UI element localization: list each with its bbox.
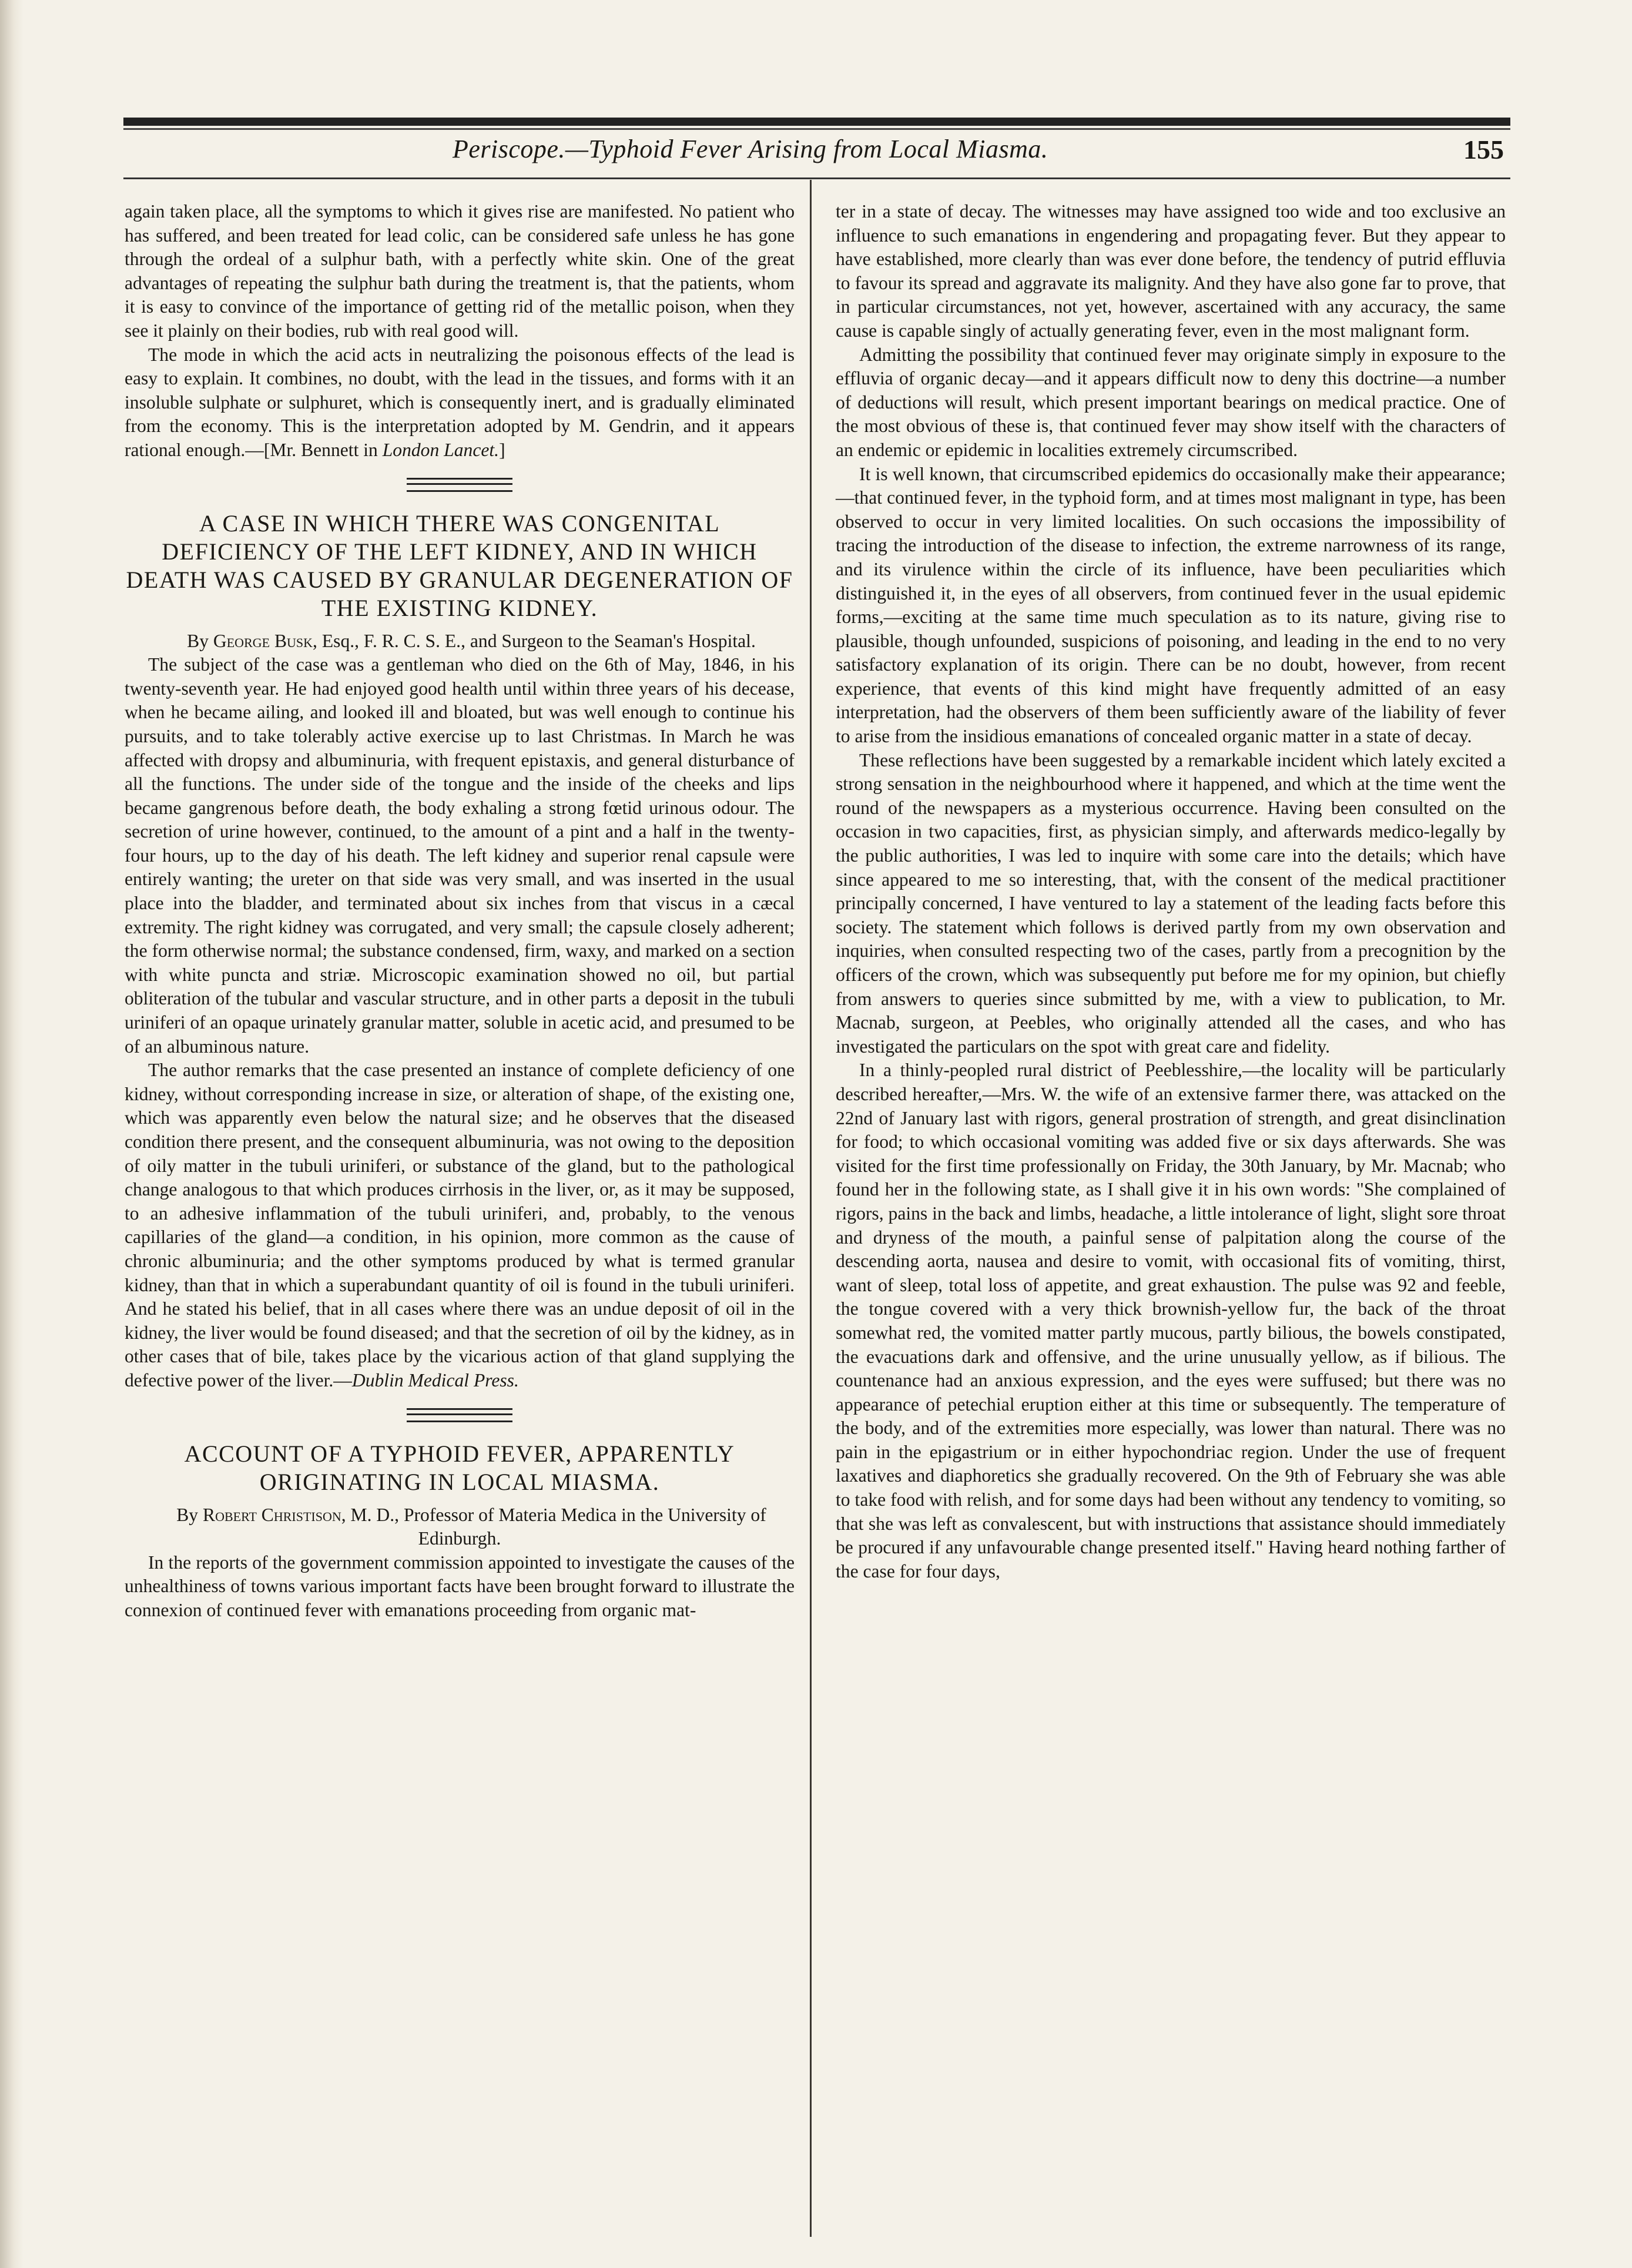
top-rule — [123, 118, 1510, 126]
author-name: George Busk — [213, 630, 313, 651]
paragraph: It is well known, that circumscribed epidemics do occasionally make their appearance;—that continued fever, in the typhoid form, and at times most malignant in type, has been observed to occur in very limited localities. On such occasions the impossibility of tracing the introduction of the disease to infection, the extreme narrowness of its range, and its virulence within the circle of its influence, have been peculiarities which distinguished it, in the eyes of all observers, from continued fever in the usual epidemic forms,—exciting at the same time much speculation as to its nature, giving rise to plausible, though unfounded, suspicions of poisoning, and leading in the end to no very satisfactory explanation of its origin. There can be no doubt, however, from recent experience, that events of this kind might have frequently admitted of an easy interpretation, had the observers of them been sufficiently aware of the liability of fever to arise from the insidious emanations of concealed organic matter in a state of decay. — [836, 463, 1506, 747]
bracket-close: ] — [499, 439, 505, 460]
byline — [125, 1503, 795, 1551]
paragraph — [125, 1058, 795, 1392]
author-name: Robert Christison — [203, 1504, 341, 1525]
paragraph — [125, 343, 795, 463]
running-head: Periscope.—Typhoid Fever Arising from Local Miasma. — [453, 135, 1048, 163]
byline-by: By — [176, 1504, 199, 1525]
binding-shadow — [0, 0, 24, 2268]
author-credentials: , Esq., F. R. C. S. E., and Surgeon to the Seaman's Hospital. — [313, 630, 756, 651]
section-divider — [407, 478, 512, 492]
paragraph: The subject of the case was a gentleman who died on the 6th of May, 1846, in his twenty-seventh year. He had enjoyed good health until within three years of his decease, when he became ailing, and looked ill and bloated, but was well enough to continue his pursuits, and to take tolerably active exercise up to last Christmas. In March he was affected with dropsy and albuminuria, with frequent epistaxis, and general disturbance of all the functions. The under side of the tongue and the inside of the cheeks and lips became gangrenous before death, the body exhaling a strong fœtid urinous odour. The secretion of urine however, continued, to the amount of a pint and a half in the twenty-four hours, up to the day of his death. The left kidney and superior renal capsule were entirely wanting; the ureter on that side was very small, and was inserted in the usual place into the bladder, and terminated about six inches from that viscus in a cæcal extremity. The right kidney was corrugated, and very small; the capsule closely adherent; the form otherwise normal; the substance condensed, firm, waxy, and marked on a section with white puncta and striæ. Microscopic examination showed no oil, but partial obliteration of the tubular and vascular structure, and in other parts a deposit in the tubuli uriniferi of an opaque urinately granular matter, soluble in acetic acid, and presumed to be of an albuminous nature. — [125, 654, 795, 1057]
article-title: A CASE IN WHICH THERE WAS CONGENITAL DEFICIENCY OF THE LEFT KIDNEY, AND IN WHICH DEATH WAS CAUSED BY GRANULAR DEGENERATION OF THE EXISTING KIDNEY. — [126, 510, 793, 621]
top-rule-thin — [123, 128, 1510, 130]
paragraph: In a thinly-peopled rural district of Peeblesshire,—the locality will be particularly described hereafter,—Mrs. W. the wife of an extensive farmer there, was attacked on the 22nd of January last with rigors, general prostration of strength, and great disinclination for food; to which occasional vomiting was added five or six days afterwards. She was visited for the first time professionally on Friday, the 30th January, by Mr. Macnab; who found her in the following state, as I shall give it in his own words: "She complained of rigors, pains in the back and limbs, headache, a little intolerance of light, slight sore throat and dryness of the mouth, a painful sense of palpitation along the course of the descending aorta, nausea and desire to vomit, with occasional fits of vomiting, thirst, want of sleep, total loss of appetite, and great exhaustion. The pulse was 92 and feeble, the tongue covered with a very thick brownish-yellow fur, the back of the throat somewhat red, the vomited matter partly mucous, partly bilious, the bowels constipated, the evacuations dark and offensive, and the urine unusually yellow, as if bilious. The countenance had an anxious expression, and the eyes were suffused; but there was no appearance of petechial eruption either at this time or subsequently. The temperature of the body, and of the extremities more especially, was lower than natural. There was no pain in the epigastrium or in either hypochondriac region. Under the use of frequent laxatives and diaphoretics she gradually recovered. On the 9th of February she was able to take food with relish, and for some days had been without any tendency to vomiting, so that she was left as convalescent, but with instructions that assistance should immediately be procured if any unfavourable change presented itself." Having heard nothing farther of the case for four days, — [836, 1060, 1506, 1582]
paragraph: ter in a state of decay. The witnesses may have assigned too wide and too exclusive an influence to such emanations in engendering and propagating fever. But they appear to have established, more clearly than was ever done before, the tendency of putrid effluvia to favour its spread and aggravate its malignity. And they have also gone far to prove, that in particular circumstances, not yet, however, ascertained with any accuracy, the same cause is capable singly of actually generating fever, even in the most malignant form. — [836, 201, 1506, 341]
right-column — [836, 200, 1506, 1583]
paragraph: again taken place, all the symptoms to which it gives rise are manifested. No patient who has suffered, and been treated for lead colic, can be considered safe unless he has gone through the ordeal of a sulphur bath, with a perfectly white skin. One of the great advantages of repeating the sulphur bath during the treatment is, that the patients, whom it is easy to convince of the importance of getting rid of the metallic poison, when they see it plainly on their bodies, rub with real good will. — [125, 201, 795, 341]
paragraph-text: The author remarks that the case presented an instance of complete deficiency of one kidney, without corresponding increase in size, or alteration of shape, of the existing one, which was apparently even below the natural size; and he observes that the diseased condition there present, and the consequent albuminuria, was not owing to the deposition of oily matter in the tubuli uriniferi, or substance of the gland, but to the pathological change analogous to that which produces cirrhosis in the liver, or, as it may be supposed, to an adhesive inflammation of the tubuli uriniferi, and, probably, to the venous capillaries of the gland—a condition, in his opinion, more common as the cause of chronic albuminuria; and the other symptoms produced by what is termed granular kidney, than that in which a superabundant quantity of oil is found in the tubuli uriniferi. And he stated his belief, that in all cases where there was an undue deposit of oil in the kidney, the liver would be found diseased; and that the secretion of oil by the kidney, as in other cases that of bile, takes place by the vicarious action of that gland supplying the defective power of the liver.— — [125, 1060, 795, 1391]
byline-by: By — [187, 630, 209, 651]
author-credentials: , M. D., Professor of Materia Medica in the University of Edinburgh. — [341, 1504, 766, 1549]
article-title: ACCOUNT OF A TYPHOID FEVER, APPARENTLY ORIGINATING IN LOCAL MIASMA. — [184, 1440, 735, 1495]
paragraph: Admitting the possibility that continued fever may originate simply in exposure to the effluvia of organic decay—and it appears difficult now to deny this doctrine—a number of deductions will result, which present important bearings on medical practice. One of the most obvious of these is, that continued fever may show itself with the characters of an endemic or epidemic in localities extremely circumscribed. — [836, 344, 1506, 460]
paragraph: These reflections have been suggested by a remarkable incident which lately excited a strong sensation in the neighbourhood where it happened, and which at the time went the round of the newspapers as a mysterious occurrence. Having been consulted on the occasion in two capacities, first, as physician simply, and afterwards medico-legally by the public authorities, I was led to inquire with some care into the details; which have since appeared to me so interesting, that, with the consent of the medical practitioner principally concerned, I have ventured to lay a statement of the leading facts before this society. The statement which follows is derived partly from my own observation and inquiries, when consulted respecting two of the cases, partly from a precognition by the officers of the crown, which was subsequently put before me for my opinion, but chiefly from answers to queries since submitted by me, with a view to publication, to Mr. Macnab, surgeon, at Peebles, who originally attended all the cases, and who has investigated the particulars on the spot with great care and fidelity. — [836, 749, 1506, 1057]
paragraph: In the reports of the government commission appointed to investigate the causes of the unhealthiness of towns various important facts have been brought forward to illustrate the connexion of continued fever with emanations proceeding from organic mat- — [125, 1552, 795, 1620]
left-column — [125, 200, 795, 1623]
column-divider — [810, 180, 812, 2237]
page-number: 155 — [1463, 135, 1504, 165]
section-divider — [407, 1408, 512, 1422]
source-citation: London Lancet. — [382, 439, 500, 460]
header-rule — [123, 177, 1510, 179]
source-citation: Dublin Medical Press. — [351, 1369, 519, 1391]
byline — [125, 629, 795, 654]
paragraph-text: The mode in which the acid acts in neutralizing the poisonous effects of the lead is easy to explain. It combines, no doubt, with the lead in the tissues, and forms with it an insoluble sulphate or sulphuret, which is consequently inert, and is gradually eliminated from the economy. This is the interpretation adopted by M. Gendrin, and it appears rational enough.—[Mr. Bennett in — [125, 344, 795, 460]
